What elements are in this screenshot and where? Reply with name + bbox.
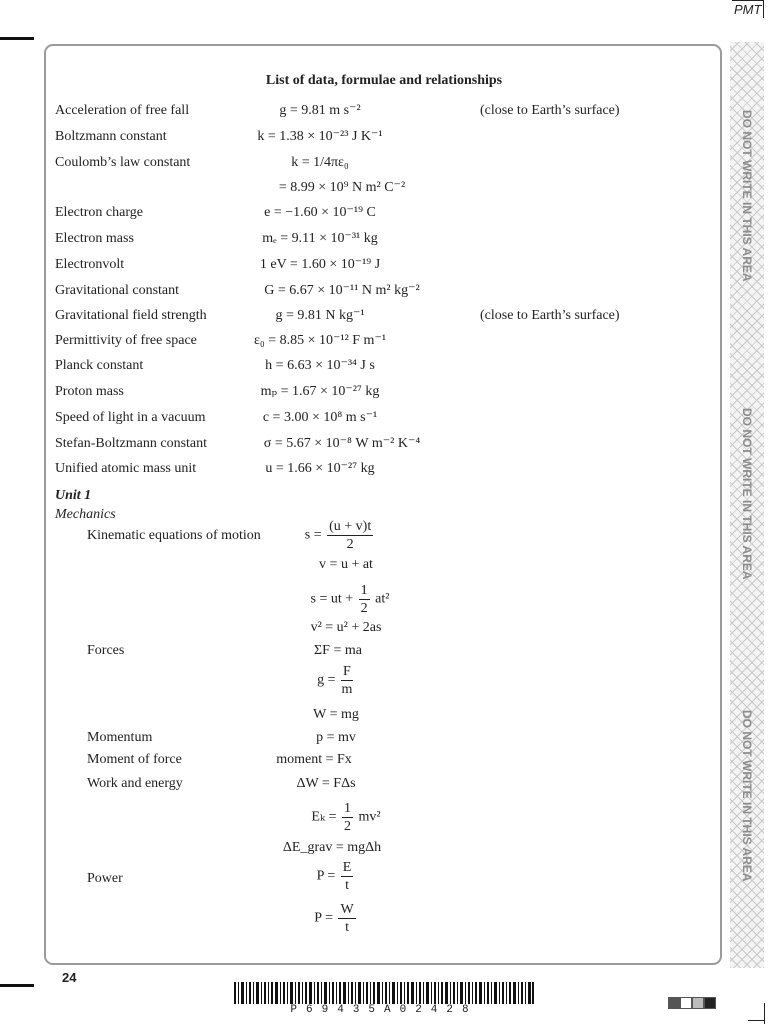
denominator: 2 (343, 819, 351, 834)
square-dark (668, 997, 680, 1009)
constant-value: c = 3.00 × 10⁸ m s⁻¹ (262, 410, 378, 425)
constant-value: h = 6.63 × 10⁻³⁴ J s (265, 358, 375, 373)
constant-name: Acceleration of free fall (55, 103, 190, 118)
constant-value: k = 1/4πε₀ (291, 155, 349, 170)
equation-kinematic-2: v = u + at (319, 557, 373, 572)
topic-power: Power (87, 871, 123, 886)
equation-work-2 (236, 800, 456, 835)
constant-name: Gravitational field strength (55, 308, 207, 323)
eq-lhs: s = (304, 527, 322, 543)
constant-note: (close to Earth’s surface) (480, 103, 620, 118)
denominator: m (341, 682, 353, 697)
constant-value: σ = 5.67 × 10⁻⁸ W m⁻² K⁻⁴ (263, 436, 421, 451)
equation-kinematic-4: v² = u² + 2as (310, 620, 382, 635)
square-black (704, 997, 716, 1009)
constant-name: Unified atomic mass unit (55, 461, 197, 476)
numerator: 1 (343, 801, 351, 816)
header-rule (732, 0, 764, 1)
equation-kinematic-3 (240, 582, 460, 617)
constant-value: mₑ = 9.11 × 10⁻³¹ kg (262, 231, 378, 246)
fraction (342, 800, 353, 835)
numerator: F (343, 664, 351, 679)
constant-value: mₚ = 1.67 × 10⁻²⁷ kg (260, 384, 380, 399)
margin-mark-bottom (0, 984, 34, 987)
constant-note: (close to Earth’s surface) (480, 308, 620, 323)
registration-squares (668, 996, 716, 1014)
denominator: 2 (360, 601, 368, 616)
constant-value: k = 1.38 × 10⁻²³ J K⁻¹ (257, 129, 383, 144)
constant-name: Proton mass (55, 384, 124, 399)
equation-power-1 (226, 859, 446, 894)
equation-moment: moment = Fx (276, 752, 352, 767)
margin-mark-top (0, 37, 34, 40)
denominator: t (345, 878, 350, 893)
equation-forces-2 (226, 663, 446, 698)
topic-work: Work and energy (87, 776, 183, 791)
constant-name: Electronvolt (55, 257, 125, 272)
eq-rhs: mv² (358, 809, 381, 825)
constant-name: Planck constant (55, 358, 144, 373)
constant-name: Electron mass (55, 231, 134, 246)
square-light (692, 997, 704, 1009)
equation-forces-3: W = mg (313, 707, 359, 722)
eq-lhs: g = (317, 672, 336, 688)
fraction (341, 859, 354, 894)
topic-kinematic: Kinematic equations of motion (87, 528, 261, 543)
equation-forces-1: ΣF = ma (314, 643, 362, 658)
constant-value: g = 9.81 N kg⁻¹ (275, 308, 365, 323)
barcode-text: P69435A02428 (290, 1004, 478, 1016)
constant-name: Speed of light in a vacuum (55, 410, 206, 425)
constant-name: Stefan-Boltzmann constant (55, 436, 208, 451)
denominator: t (345, 920, 350, 935)
warning-text-2: DO NOT WRITE IN THIS AREA (740, 408, 754, 580)
constant-value: u = 1.66 × 10⁻²⁷ kg (265, 461, 375, 476)
constant-name: Permittivity of free space (55, 333, 197, 348)
warning-text-1: DO NOT WRITE IN THIS AREA (740, 110, 754, 282)
eq-lhs: s = ut + (310, 591, 354, 607)
constant-value: ε₀ = 8.85 × 10⁻¹² F m⁻¹ (253, 333, 387, 348)
unit-heading: Unit 1 (55, 488, 92, 503)
topic-moment: Moment of force (87, 752, 182, 767)
topic-forces: Forces (87, 643, 125, 658)
crop-mark-horizontal (748, 1020, 764, 1021)
fraction (327, 518, 373, 553)
equation-kinematic-1 (230, 518, 450, 553)
eq-lhs: Eₖ = (311, 809, 337, 825)
fraction (338, 901, 355, 936)
constant-name: Electron charge (55, 205, 143, 220)
eq-lhs: P = (314, 910, 333, 926)
barcode (234, 982, 534, 1004)
fraction (359, 582, 370, 617)
page-number: 24 (62, 970, 77, 985)
numerator: W (340, 902, 354, 917)
square-white (680, 997, 692, 1009)
denominator: 2 (346, 537, 354, 552)
constant-value: g = 9.81 m s⁻² (279, 103, 361, 118)
equation-momentum: p = mv (316, 730, 356, 745)
constant-value: G = 6.67 × 10⁻¹¹ N m² kg⁻² (264, 283, 420, 298)
numerator: 1 (360, 583, 368, 598)
section-heading: Mechanics (55, 507, 116, 522)
crop-mark-vertical (764, 1003, 765, 1024)
constant-name: Gravitational constant (55, 283, 180, 298)
numerator: (u + v)t (329, 519, 372, 534)
eq-lhs: P = (316, 868, 336, 884)
equation-power-2 (226, 901, 446, 936)
pmt-label: PMT (734, 2, 762, 17)
numerator: E (342, 860, 352, 875)
page-title: List of data, formulae and relationships (265, 73, 503, 88)
constant-value: e = −1.60 × 10⁻¹⁹ C (264, 205, 376, 220)
header-bar (763, 0, 764, 18)
equation-work-3: ΔE_grav = mgΔh (282, 840, 382, 855)
fraction (341, 663, 353, 698)
equation-work-1: ΔW = FΔs (296, 776, 356, 791)
topic-momentum: Momentum (87, 730, 153, 745)
constant-value: 1 eV = 1.60 × 10⁻¹⁹ J (259, 257, 381, 272)
constant-value: = 8.99 × 10⁹ N m² C⁻² (278, 180, 406, 195)
constant-name: Boltzmann constant (55, 129, 167, 144)
constant-name: Coulomb’s law constant (55, 155, 191, 170)
warning-text-3: DO NOT WRITE IN THIS AREA (740, 710, 754, 882)
eq-rhs: at² (375, 591, 390, 607)
